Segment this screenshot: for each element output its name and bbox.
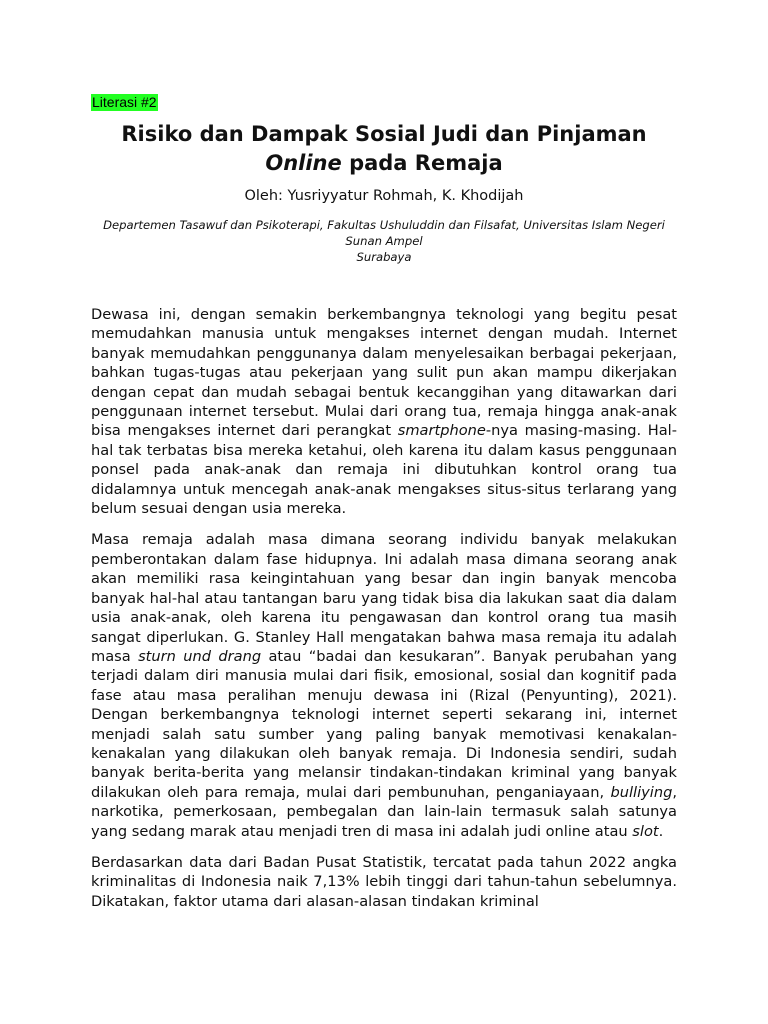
literasi-tag: Literasi #2	[92, 94, 157, 110]
paragraph-3-text-a: Berdasarkan data dari Badan Pusat Statistik, tercatat pada tahun 2022 angka kriminalitas di Indonesia naik 7,13% lebih tinggi dari tahun-tahun sebelumnya. Dikatakan, faktor utama dari alasan-alasan tindakan kriminal	[91, 853, 677, 910]
author-affiliation	[90, 217, 678, 265]
paragraph-1	[91, 305, 677, 518]
title-italic: Online	[265, 151, 342, 175]
affiliation-line2: Surabaya	[356, 250, 412, 264]
paragraph-3	[91, 853, 677, 911]
paragraph-2-italic-2: bulliying	[610, 783, 673, 801]
paragraph-1-italic-1: smartphone	[397, 422, 486, 440]
paragraph-2-italic-3: slot	[632, 822, 659, 840]
paragraph-2-text-d: .	[658, 822, 664, 840]
paragraph-1-text-a: Dewasa ini, dengan semakin berkembangnya teknologi yang begitu pesat memudahkan manusia untuk mengakses internet dengan mudah. Internet banyak memudahkan penggunanya dalam menyelesaikan berbagai pekerjaan, bahkan tugas-tugas atau pekerjaan yang sulit pun akan mampu dikerjakan dengan cepat dan mudah sebagai bentuk kecanggihan yang ditawarkan dari penggunaan internet tersebut. Mulai dari orang tua, remaja hingga anak-anak bisa mengakses internet dari perangkat	[91, 306, 677, 440]
affiliation-line1: Departemen Tasawuf dan Psikoterapi, Fakultas Ushuluddin dan Filsafat, Universitas Islam Negeri Sunan Ampel	[103, 218, 665, 248]
paragraph-2-text-c: , narkotika, pemerkosaan, pembegalan dan lain-lain termasuk salah satunya yang sedang marak atau menjadi tren di masa ini adalah judi online atau	[91, 783, 677, 840]
paragraph-2-italic-1: sturn und drang	[138, 647, 262, 665]
paragraph-2-text-b: atau “badai dan kesukaran”. Banyak perubahan yang terjadi dalam diri manusia mulai dari fisik, emosional, sosial dan kognitif pada fase atau masa peralihan menuju dewasa ini (Rizal (Penyunting), 2021). Dengan berkembangnya teknologi internet seperti sekarang ini, internet menjadi salah satu sumber yang paling banyak memotivasi kenakalan-kenakalan yang dilakukan oleh banyak remaja. Di Indonesia sendiri, sudah banyak berita-berita yang melansir tindakan-tindakan kriminal yang banyak dilakukan oleh para remaja, mulai dari pembunuhan, penganiayaan,	[91, 647, 677, 801]
title-part2: pada Remaja	[341, 151, 503, 175]
paragraph-2	[91, 530, 677, 841]
title-part1: Risiko dan Dampak Sosial Judi dan Pinjaman	[121, 122, 647, 146]
article-body	[91, 305, 677, 923]
article-title	[80, 120, 688, 178]
author-byline: Oleh: Yusriyyatur Rohmah, K. Khodijah	[244, 188, 524, 204]
paragraph-1-text-b: -nya masing-masing. Hal-hal tak terbatas bisa mereka ketahui, oleh karena itu dalam kasus penggunaan ponsel pada anak-anak dan remaja ini dibutuhkan kontrol orang tua didalamnya untuk mencegah anak-anak mengakses situs-situs terlarang yang belum sesuai dengan usia mereka.	[91, 422, 677, 518]
paragraph-2-text-a: Masa remaja adalah masa dimana seorang individu banyak melakukan pemberontakan dalam fase hidupnya. Ini adalah masa dimana seorang anak akan memiliki rasa keingintahuan yang besar dan ingin banyak mencoba banyak hal-hal atau tantangan baru yang tidak bisa dia lakukan saat dia dalam usia anak-anak, oleh karena itu pengawasan dan kontrol orang tua masih sangat diperlukan. G. Stanley Hall mengatakan bahwa masa remaja itu adalah masa	[91, 531, 677, 665]
